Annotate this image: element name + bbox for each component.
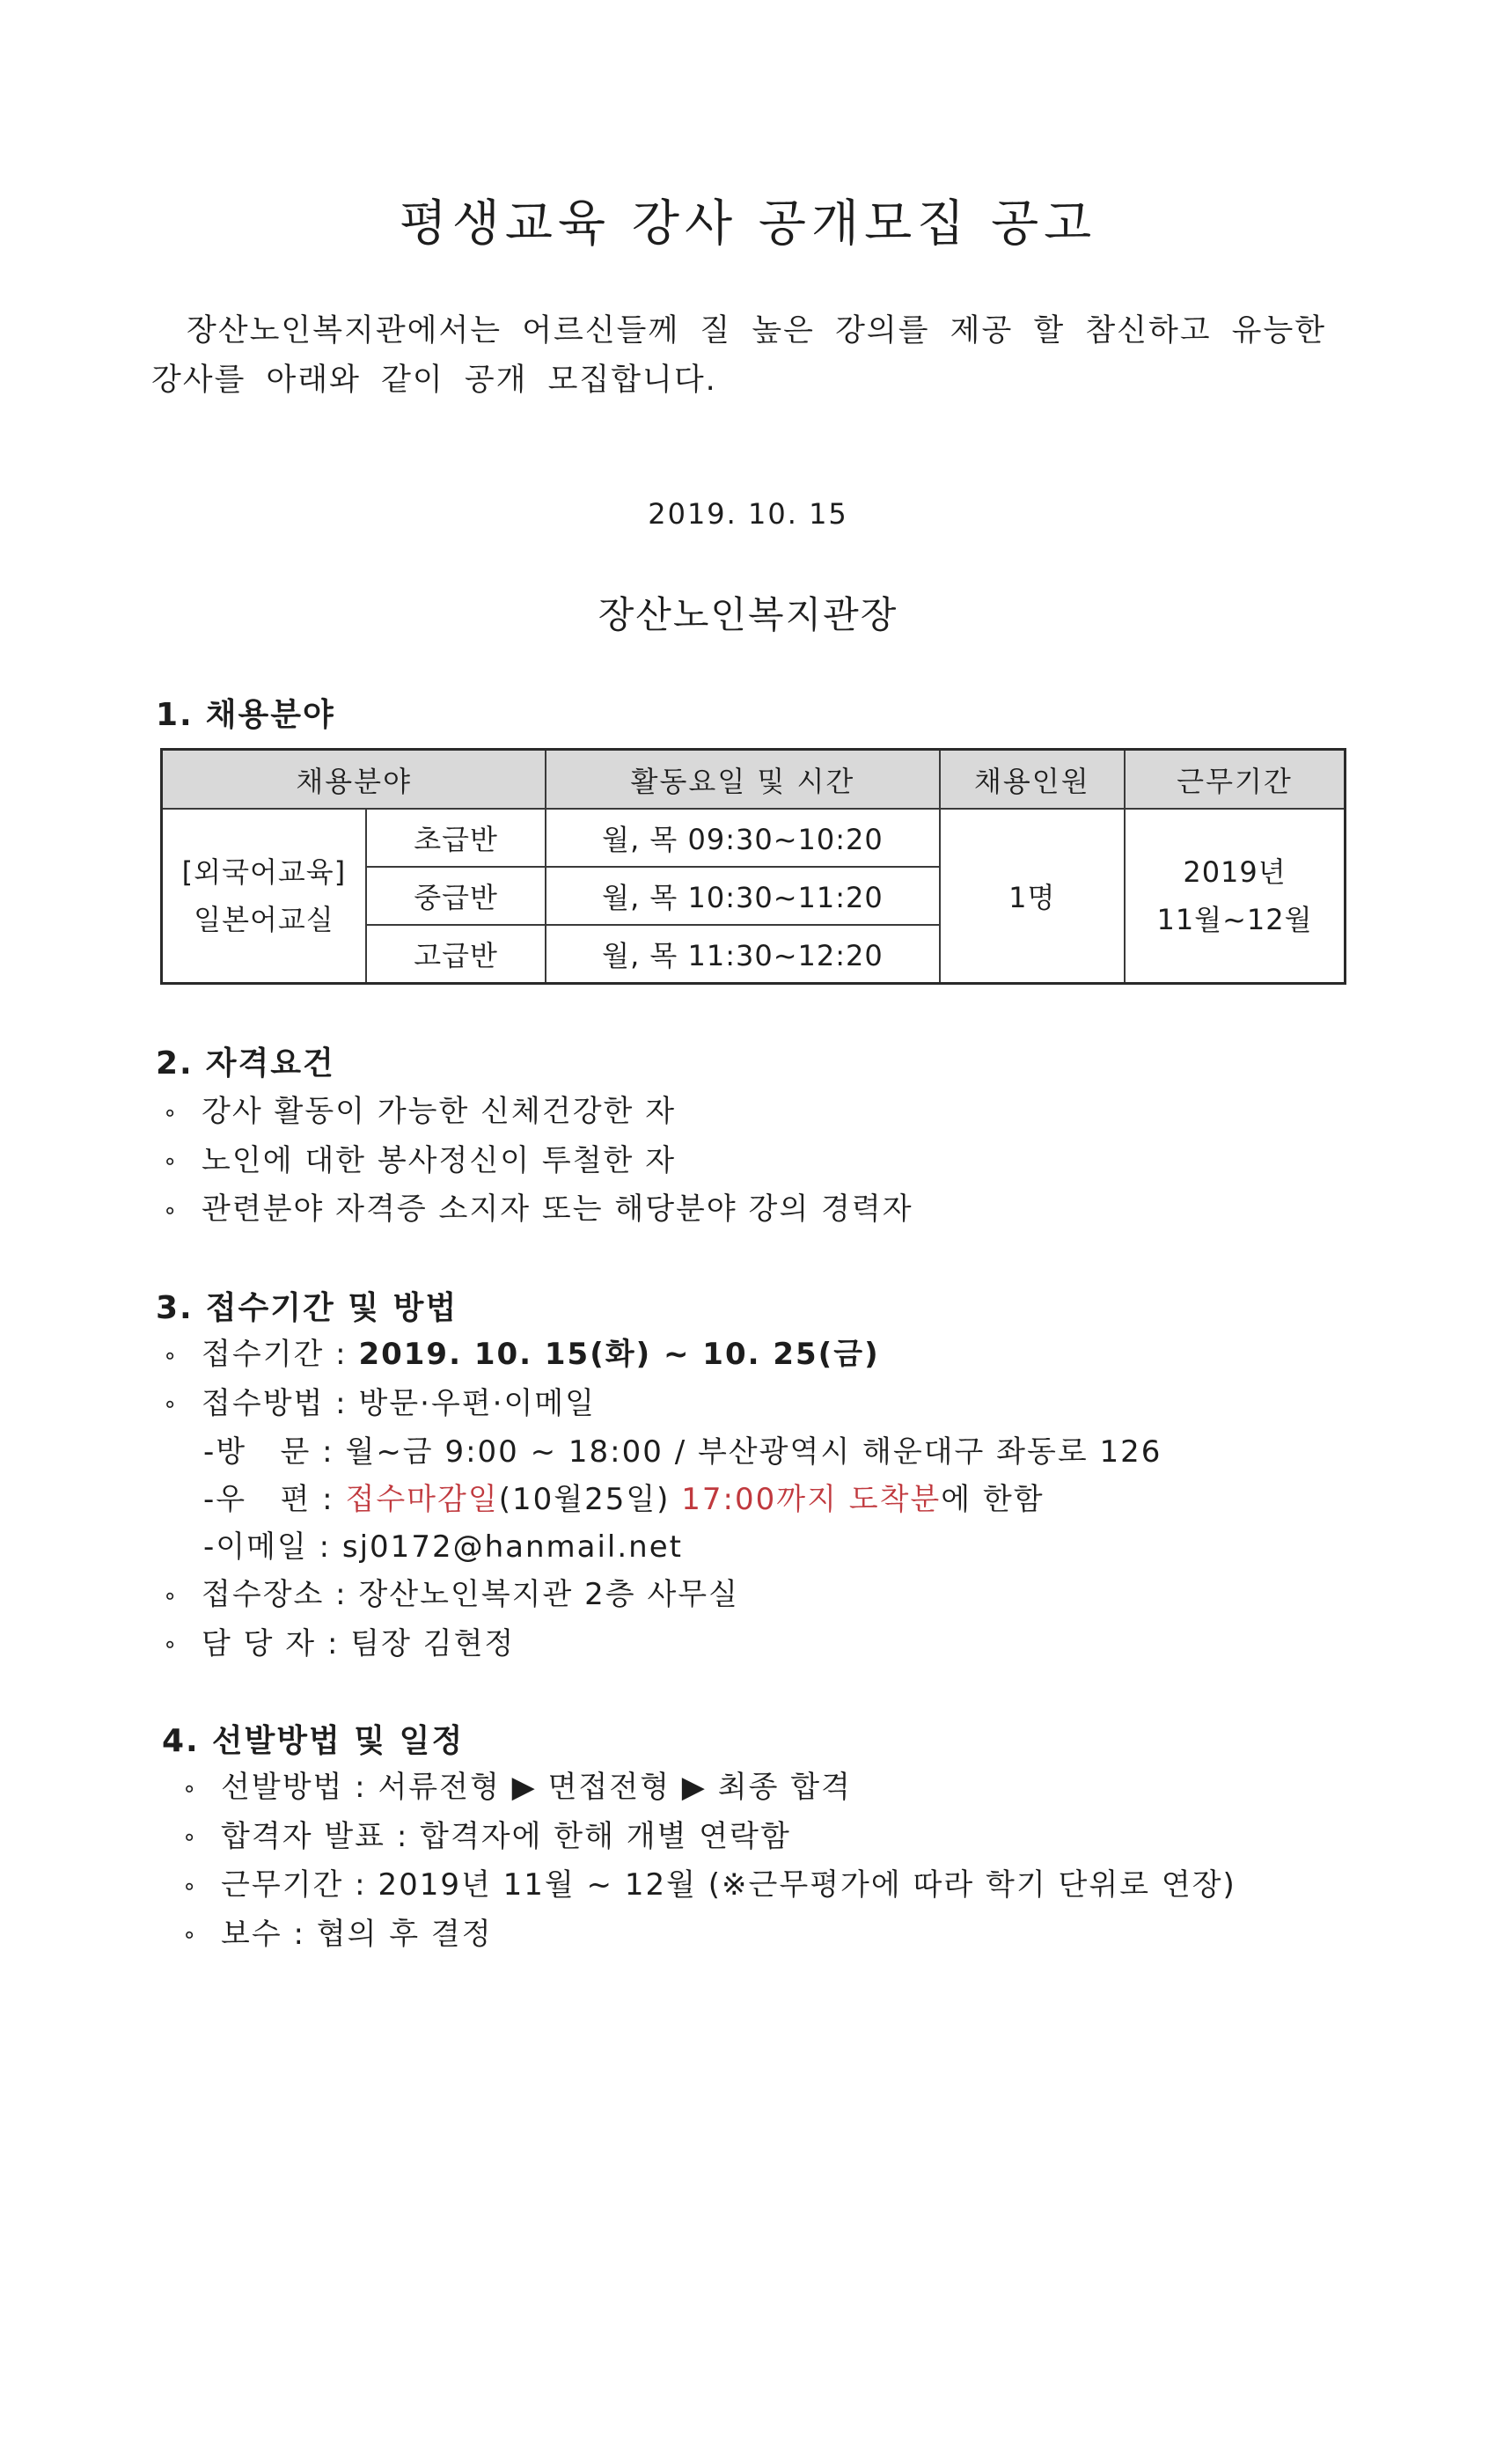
bullet-icon: ∘ [163,1148,180,1175]
application-list [163,1331,1162,1668]
section-1-title: 채용분야 [205,697,335,733]
section-4-heading [162,1716,464,1761]
level-cell: 고급반 [366,925,546,984]
recruitment-table [160,748,1346,985]
bullet-icon: ∘ [182,1824,199,1851]
header-schedule: 활동요일 및 시간 [546,750,939,810]
list-item [182,1861,1236,1910]
selection-list [182,1764,1236,1959]
list-item [163,1380,1162,1429]
field-cell [162,809,366,984]
list-item [163,1088,913,1137]
section-4-title: 선발방법 및 일정 [211,1723,465,1759]
list-item [182,1813,1236,1862]
list-item-text: 강사 활동이 가능한 신체건강한 자 [202,1094,677,1129]
header-field: 채용분야 [162,750,546,810]
contact-label: 담 당 자 : [202,1625,340,1661]
bullet-icon: ∘ [182,1873,199,1900]
section-2-heading [156,1038,335,1083]
bullet-icon: ∘ [163,1197,180,1224]
level-cell: 중급반 [366,867,546,925]
section-4-number: 4. [162,1723,200,1759]
section-3-heading [156,1283,458,1328]
mail-deadline-date: (10월25일) [498,1482,682,1517]
place-label: 접수장소 : [202,1577,348,1612]
method-label: 접수방법 : [202,1385,348,1421]
list-item [163,1620,1162,1669]
period-line-1: 2019년 [1183,855,1287,889]
schedule-cell: 월, 목 09:30~10:20 [546,809,939,867]
headcount-cell: 1명 [940,809,1125,984]
table-header-row [162,750,1346,810]
list-item [163,1571,1162,1620]
bullet-icon: ∘ [163,1391,180,1418]
list-item-text: 보수 : 협의 후 결정 [221,1916,493,1952]
list-item [182,1910,1236,1960]
visit-label: -방 문 : [203,1434,334,1470]
mail-tail: 에 한함 [941,1482,1045,1517]
header-headcount: 채용인원 [940,750,1125,810]
announcement-date: 2019. 10. 15 [648,497,848,531]
mail-deadline-time: 17:00까지 도착분 [681,1482,942,1517]
organization-signature: 장산노인복지관장 [598,593,898,636]
qualification-list [163,1088,913,1235]
email-row [163,1523,1162,1571]
visit-value: 월~금 9:00 ~ 18:00 / 부산광역시 해운대구 좌동로 126 [345,1434,1162,1470]
schedule-cell: 월, 목 10:30~11:20 [546,867,939,925]
mail-deadline-label: 접수마감일 [345,1482,499,1517]
place-value: 장산노인복지관 2층 사무실 [358,1577,739,1612]
section-3-title: 접수기간 및 방법 [205,1290,458,1326]
bullet-icon: ∘ [182,1922,199,1948]
list-item [163,1137,913,1186]
period-value: 2019. 10. 15(화) ~ 10. 25(금) [358,1337,880,1372]
mail-label: -우 편 : [203,1482,334,1517]
section-3-number: 3. [156,1290,194,1326]
bullet-icon: ∘ [163,1632,180,1658]
method-value: 방문·우편·이메일 [358,1385,596,1421]
list-item-text: 관련분야 자격증 소지자 또는 해당분야 강의 경력자 [202,1192,913,1227]
table-row [162,809,1346,867]
intro-paragraph [151,306,1357,405]
list-item-text: 합격자 발표 : 합격자에 한해 개별 연락함 [221,1818,791,1854]
list-item-text: 선발방법 : 서류전형 ▶ 면접전형 ▶ 최종 합격 [221,1770,852,1805]
bullet-icon: ∘ [163,1099,180,1126]
field-line-1: [외국어교육] [181,855,347,889]
period-label: 접수기간 : [202,1337,348,1372]
bullet-icon: ∘ [182,1775,199,1802]
period-cell [1125,809,1345,984]
list-item-text: 노인에 대한 봉사정신이 투철한 자 [202,1142,677,1178]
bullet-icon: ∘ [163,1582,180,1610]
page-title: 평생교육 강사 공개모집 공고 [399,195,1097,253]
section-2-number: 2. [156,1045,194,1082]
section-1-number: 1. [156,697,194,733]
contact-value: 팀장 김현정 [350,1625,516,1661]
intro-line-2: 강사를 아래와 같이 공개 모집합니다. [151,363,717,398]
section-1-heading [156,690,335,735]
email-label: -이메일 : [203,1529,332,1565]
list-item [163,1185,913,1235]
level-cell: 초급반 [366,809,546,867]
visit-row [163,1428,1162,1476]
intro-line-1: 장산노인복지관에서는 어르신들께 질 높은 강의를 제공 할 참신하고 유능한 [187,313,1327,348]
bullet-icon: ∘ [163,1342,180,1369]
schedule-cell: 월, 목 11:30~12:20 [546,925,939,984]
mail-row [163,1476,1162,1523]
section-2-title: 자격요건 [205,1045,335,1082]
email-link[interactable]: sj0172@hanmail.net [341,1529,683,1565]
period-line-2: 11월~12월 [1156,903,1313,936]
header-period: 근무기간 [1125,750,1345,810]
list-item [182,1764,1236,1813]
list-item [163,1331,1162,1380]
field-line-2: 일본어교실 [194,903,334,936]
list-item-text: 근무기간 : 2019년 11월 ~ 12월 (※근무평가에 따라 학기 단위로 연장) [221,1867,1236,1903]
